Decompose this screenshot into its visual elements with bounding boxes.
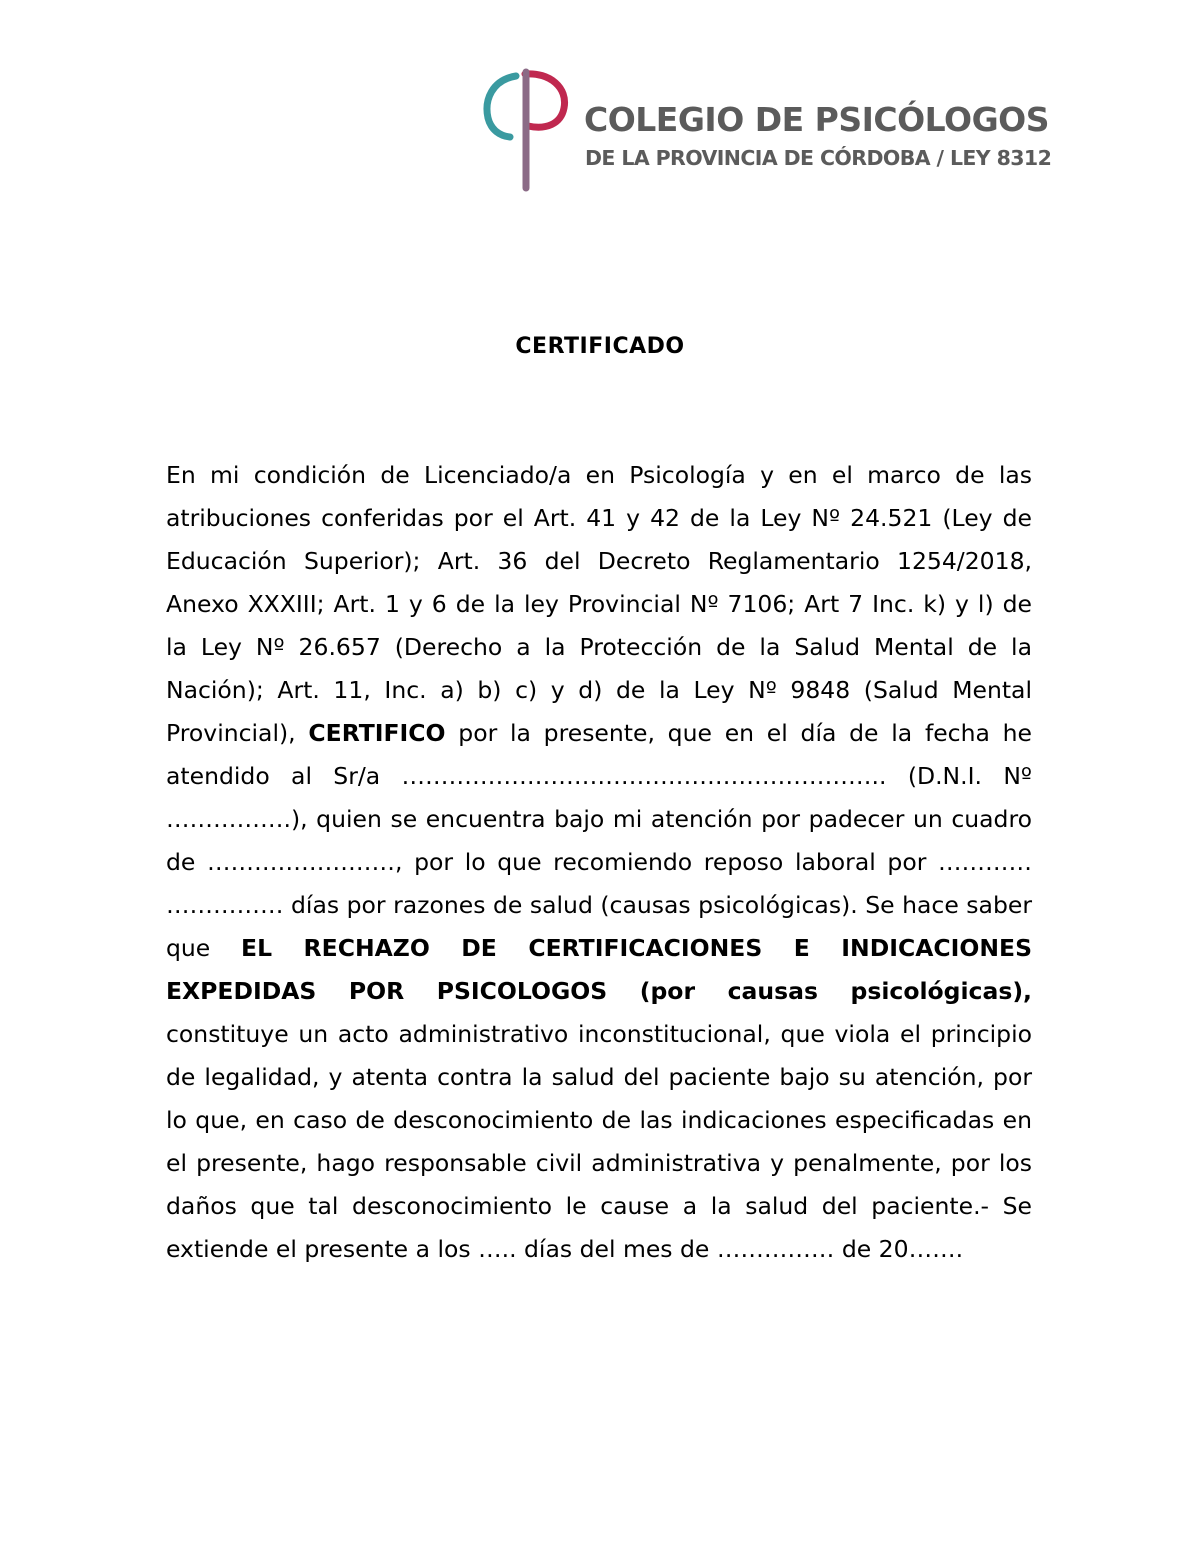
- cp-monogram-icon: [480, 66, 580, 196]
- institution-logo: [480, 66, 1052, 196]
- document-title: CERTIFICADO: [515, 334, 685, 359]
- body-text-part-3: constituye un acto administrativo inconstitucional, que viola el principio de legalidad, y atenta contra la salud del paciente bajo su atención, por lo que, en caso de desconocimiento de las indicaciones especificadas en el presente, hago responsable civil administrativa y penalmente, por los daños que tal desconocimiento le cause a la salud del paciente.- Se extiende el presente a los ….. días del mes de …………… de 20…….: [166, 1020, 1032, 1263]
- body-bold-warning: EL RECHAZO DE CERTIFICACIONES E INDICACIONES EXPEDIDAS POR PSICOLOGOS (por causas psicológicas),: [166, 934, 1032, 1005]
- logo-subtitle: DE LA PROVINCIA DE CÓRDOBA / LEY 8312: [585, 146, 1052, 170]
- body-text-part-2: por la presente, que en el día de la fecha he atendido al Sr/a …………………………………………………….. (D.N.I. Nº …………….), quien se encuentra bajo mi atención por padecer un cuadro de ……………………, por lo que recomiendo reposo laboral por ………… …………… días por razones de salud (causas psicológicas). Se hace saber que: [166, 719, 1032, 962]
- logo-title: COLEGIO DE PSICÓLOGOS: [584, 100, 1049, 139]
- body-text-part-1: En mi condición de Licenciado/a en Psicología y en el marco de las atribuciones conferidas por el Art. 41 y 42 de la Ley Nº 24.521 (Ley de Educación Superior); Art. 36 del Decreto Reglamentario 1254/2018, Anexo XXXIII; Art. 1 y 6 de la ley Provincial Nº 7106; Art 7 Inc. k) y l) de la Ley Nº 26.657 (Derecho a la Protección de la Salud Mental de la Nación); Art. 11, Inc. a) b) c) y d) de la Ley Nº 9848 (Salud Mental Provincial),: [166, 461, 1032, 747]
- certificate-body: [166, 454, 1032, 1271]
- body-bold-certifico: CERTIFICO: [308, 719, 446, 747]
